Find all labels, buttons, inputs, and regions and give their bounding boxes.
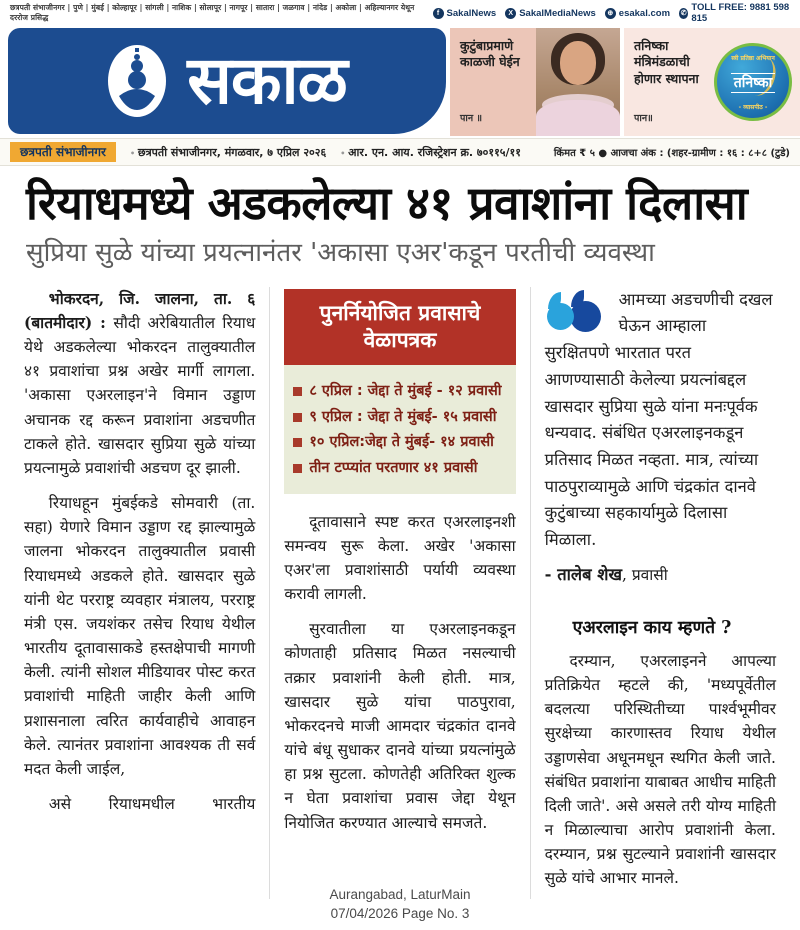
promo-1-photo [536,28,620,136]
page-footer [0,885,800,924]
edition-date: • छत्रपती संभाजीनगर, मंगळवार, ७ एप्रिल २०२६ [130,145,326,160]
paragraph: सुरवातीला या एअरलाइनकडून कोणताही प्रतिसाद मिळत नसल्याची तक्रार प्रवाशांनी केली होती. मात्र, खासदार सुळे यांचा पाठपुरावा, भोकरदनचे माजी आमदार चंद्रकांत दानवे यांचे बंधू सुधाकर दानवे यांच्या प्रयत्नांमुळे हा प्रश्न सुटला. कोणतेही अतिरिक्त शुल्क न घेता प्रवाशांचा प्रवास जेद्दा येथून नियोजित करण्यात आल्याचे समजते. [284,620,516,832]
section-heading-airline: एअरलाइन काय म्हणते ? [572,617,732,638]
tollfree-label: TOLL FREE: 9881 598 815 [691,2,790,24]
column-1 [24,287,269,899]
paragraph: भोकरदन, जि. जालना, ता. ६ (बातमीदार) : सौदी अरेबियातील रियाध येथे अडकलेल्या भोकरदन तालुक्यातील ४१ प्रवाशांचा प्रश्न अखेर मार्गी लागला. 'अकासा एअरलाइन'ने विमान उड्डाण अचानक रद्द करून प्रवाशांना अडचणीत टाकले होते. खासदार सुप्रिया सुळे यांच्या प्रयत्नामुळे प्रवाशांची अडचण दूर झाली. [24,288,256,477]
square-bullet-icon [293,438,302,447]
sub-headline: सुप्रिया सुळे यांच्या प्रयत्नानंतर 'अकासा एअर'कडून परतीची व्यवस्था [26,237,655,268]
square-bullet-icon [293,464,302,473]
tanishka-wordmark: तनिष्का [717,73,789,92]
paragraph: दरम्यान, एअरलाइनने आपल्या प्रतिक्रियेत म्हटले की, 'मध्यपूर्वेतील बदलत्या परिस्थितीच्या पार्श्वभूमीवर सुरक्षेच्या कारणास्तव रियाध येथील उड्डाणसेवा अधूनमधून स्थगित केली जाते. संबंधित प्रवाशांना याबाबत आधीच माहिती दिली जाते'. असे असले तरी योग्य माहिती न मिळाल्याचा आरोप प्रवाशांनी केला. दरम्यान, प्रश्न सुटल्याने प्रवाशांनी खासदार सुळे यांचे आभार मानले. [544,651,776,888]
tanishka-arc-bottom: - व्यासपीठ - [738,104,768,111]
tanishka-arc-top: स्त्री प्रतिष्ठा अभियान [731,55,775,62]
column-3 [530,287,776,899]
paragraph: असे रियाधमधील भारतीय [48,795,256,814]
dateline-lead: भोकरदन, जि. जालना, ता. ६ (बातमीदार) : [24,288,256,332]
x-icon: X [505,8,516,19]
newspaper-name: सकाळ [187,42,347,119]
social-label: esakal.com [618,7,671,19]
social-website [605,8,670,19]
sakal-logo-box [8,28,446,134]
article-columns [0,275,800,899]
quote-text: आमच्या अडचणीची दखल घेऊन आम्हाला सुरक्षितपणे भारतात परत आणण्यासाठी केलेल्या प्रयत्नांबद्दल खासदार सुप्रिया सुळे यांना मनःपूर्वक धन्यवाद. संबंधित एअरलाइनकडून प्रतिसाद मिळत नव्हता. मात्र, त्यांच्या पाठपुराव्यामुळे आणि चंद्रकांत दानवे कुटुंबाच्या सहकार्यामुळे दिलासा मिळाला. [544,289,773,550]
paragraph: रियाधहून मुंबईकडे सोमवारी (ता. सहा) येणारे विमान उड्डाण रद्द झाल्यामुळे जालना भोकरदन तालुक्यातील प्रवासी रियाधमध्ये अडकले होते. खासदार सुळे यांनी थेट परराष्ट्र व्यवहार मंत्रालय, परराष्ट्र मंत्री एस. जयशंकर तसेच रियाध येथील भारतीय दूतावासाकडे हस्तक्षेपाची मागणी केली. त्यांनी सोशल मीडियावर पोस्ट करत प्रवाशांची माहिती जाहीर केली आणि प्रशासनाला त्वरित कार्यवाहीचे आवाहन केले. त्यानंतर प्रवाशांना आवश्यक ती सर्व मदत केली जाईल, [24,494,256,778]
paragraph: दूतावासाने स्पष्ट करत एअरलाइनशी समन्वय सुरू केला. अखेर 'अकासा एअर'ला प्रवाशांसाठी पर्यायी व्यवस्था करावी लागली. [284,512,516,604]
rni-registration: • आर. एन. आय. रजिस्ट्रेशन क्र. ७०११५/११ [340,145,521,160]
schedule-box [284,289,515,494]
schedule-item: १० एप्रिल:जेद्दा ते मुंबई- १४ प्रवासी [293,433,506,453]
footer-edition: Aurangabad, LaturMain [329,886,471,902]
schedule-box-title: पुनर्नियोजित प्रवासाचे वेळापत्रक [284,289,515,366]
price-and-pages: किंमत ₹ ५ ● आजचा अंक : (शहर-ग्रामीण : १६ : ८+८ (टुडे) [553,148,790,159]
quote-author: - तालेब शेख [544,564,622,584]
schedule-box-body [284,365,515,493]
facebook-icon: f [433,8,444,19]
tollfree [679,2,790,24]
dateline-bar [0,138,800,166]
tanishka-logo [714,43,792,121]
square-bullet-icon [293,413,302,422]
topbar-links [433,2,790,24]
schedule-item: तीन टप्प्यांत परतणार ४१ प्रवासी [293,459,506,479]
photo-face [560,41,596,85]
photo-saree [536,100,620,136]
edition-city-badge: छत्रपती संभाजीनगर [10,142,116,162]
promo-2-page-ref: पान॥ [634,113,653,124]
publication-cities: छत्रपती संभाजीनगर | पुणे | मुंबई | कोल्हापूर | सांगली | नाशिक | सोलापूर | नागपूर | सातारा | जळगाव | नांदेड | अकोला | अहिल्यानगर येथून दररोज प्रसिद्ध [10,3,415,22]
main-headline: रियाधमध्ये अडकलेल्या ४१ प्रवाशांना दिलासा [26,176,748,230]
column-2 [269,287,529,899]
quote-marks-icon [545,291,611,335]
schedule-item: ९ एप्रिल : जेद्दा ते मुंबई- १५ प्रवासी [293,408,506,428]
promo-card-2 [624,28,800,136]
pull-quote [545,287,776,585]
promo-card-1 [450,28,620,136]
footer-date-page: 07/04/2026 Page No. 3 [330,906,470,922]
quote-attribution [545,562,776,585]
phone-icon: ✆ [680,9,687,17]
masthead [0,26,800,136]
social-label: SakalMediaNews [519,7,596,19]
social-x [505,8,596,19]
social-label: SakalNews [446,7,497,19]
schedule-item: ८ एप्रिल : जेद्दा ते मुंबई - १२ प्रवासी [293,382,506,402]
social-facebook [433,8,497,19]
square-bullet-icon [293,387,302,396]
quote-role: , प्रवासी [622,565,668,584]
globe-icon: ⊕ [605,8,616,19]
top-strip [0,0,800,26]
sakal-emblem-icon [107,44,167,118]
promo-2-title: तनिष्का मंत्रिमंडळाची होणार स्थापना [634,38,699,86]
promo-1-title: कुटुंबाप्रमाणे काळजी घेईन [460,38,520,70]
promo-1-page-ref: पान ॥ [460,113,483,124]
